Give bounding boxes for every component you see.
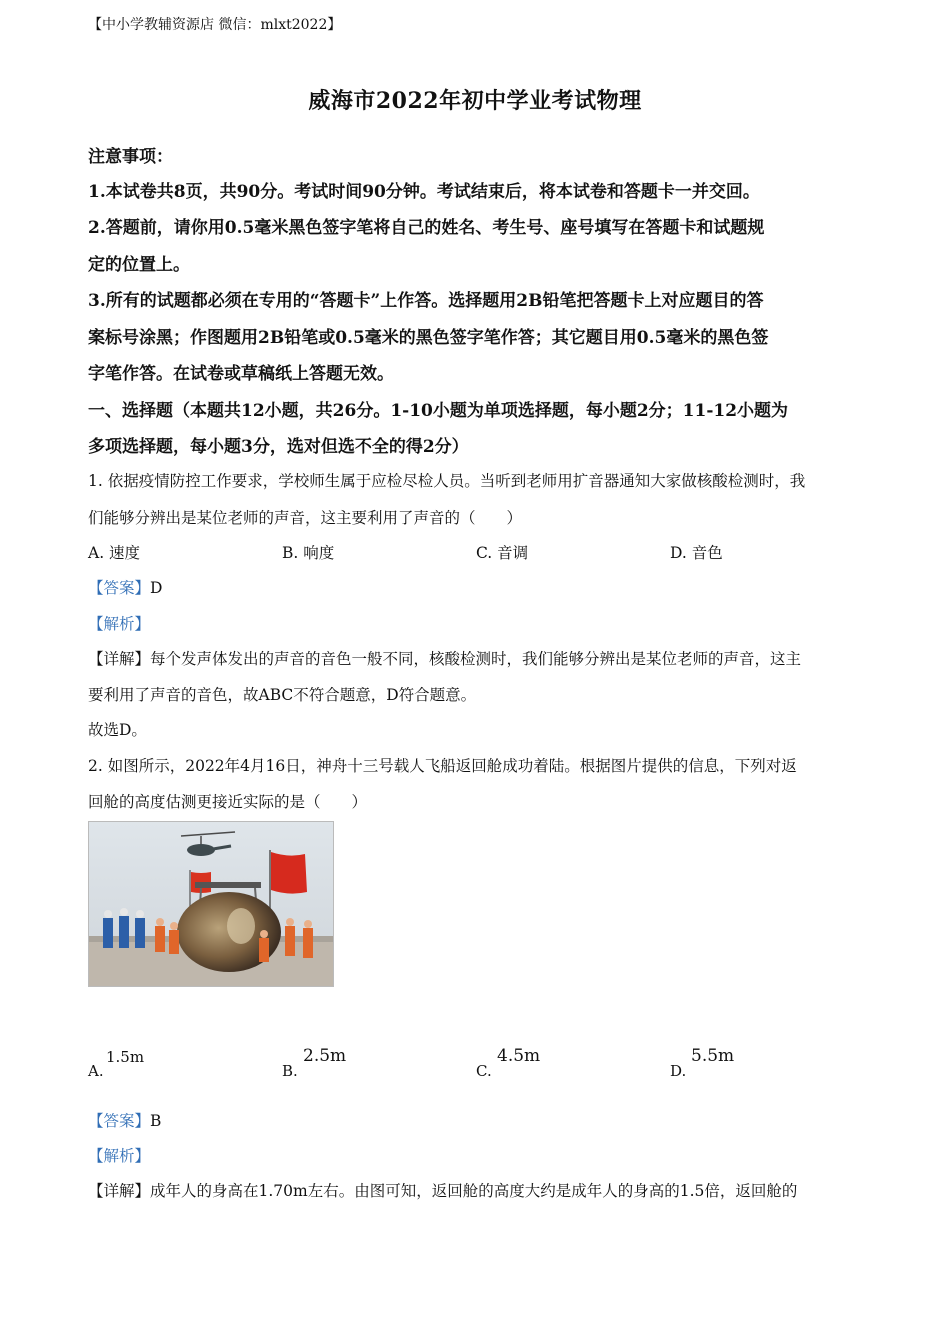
q2-option-d-value: 5.5m: [691, 1046, 735, 1066]
q2-analysis-tag: 【解析】: [88, 1147, 151, 1165]
section-1-heading-line-1: 一、选择题（本题共12小题，共26分。1-10小题为单项选择题，每小题2分；11-12小题为: [88, 401, 789, 421]
detail-text: 每个发声体发出的声音的音色一般不同，核酸检测时，我们能够分辨出是某位老师的声音，这主: [150, 650, 802, 668]
answer-value: D: [150, 579, 163, 597]
q2-stem-line-1: 2. 如图所示，2022年4月16日，神舟十三号载人飞船返回舱成功着陆。根据图片提供的信息，下列对返: [88, 757, 797, 775]
notice-item-1: 1.本试卷共8页，共90分。考试时间90分钟。考试结束后，将本试卷和答题卡一并交回。: [88, 182, 760, 202]
q1-detail-line-1: [88, 647, 801, 669]
q1-stem-line-1: 1. 依据疫情防控工作要求，学校师生属于应检尽检人员。当听到老师用扩音器通知大家做核酸检测时，我: [88, 472, 806, 490]
capsule-landing-photo: [88, 821, 334, 987]
notice-item-2-line-1: 2.答题前，请你用0.5毫米黑色签字笔将自己的姓名、考生号、座号填写在答题卡和试题规: [88, 218, 765, 238]
notice-heading: 注意事项：: [88, 147, 173, 167]
q1-option-a: A. 速度: [88, 544, 141, 562]
q2-answer: [88, 1109, 161, 1131]
answer-value: B: [150, 1112, 162, 1130]
section-1-heading-line-2: 多项选择题，每小题3分，选对但选不全的得2分）: [88, 437, 469, 457]
q1-conclusion: 故选D。: [88, 721, 147, 739]
q2-option-a-value: 1.5m: [106, 1048, 145, 1066]
capsule-landing-illustration: [89, 822, 333, 986]
q2-option-c-value: 4.5m: [497, 1046, 541, 1066]
q2-stem-line-2: 回舱的高度估测更接近实际的是（ ）: [88, 793, 368, 811]
q1-option-c: C. 音调: [476, 544, 529, 562]
q2-option-b-label: B.: [282, 1062, 298, 1080]
q2-option-c-label: C.: [476, 1062, 492, 1080]
q2-option-d-label: D.: [670, 1062, 687, 1080]
q1-option-d: D. 音色: [670, 544, 723, 562]
q2-option-a-label: A.: [88, 1062, 104, 1080]
notice-item-3-line-1: 3.所有的试题都必须在专用的“答题卡”上作答。选择题用2B铅笔把答题卡上对应题目的答: [88, 291, 764, 311]
detail-tag: 【详解】: [88, 1182, 151, 1200]
notice-item-3-line-2: 案标号涂黑；作图题用2B铅笔或0.5毫米的黑色签字笔作答；其它题目用0.5毫米的黑色签: [88, 328, 769, 348]
q2-detail-line-1: [88, 1179, 797, 1201]
detail-tag: 【详解】: [88, 650, 151, 668]
q1-answer: [88, 576, 162, 598]
q1-analysis-tag: 【解析】: [88, 615, 151, 633]
q2-option-b-value: 2.5m: [303, 1046, 347, 1066]
q1-option-b: B. 响度: [282, 544, 335, 562]
page-header: 【中小学教辅资源店 微信：mlxt2022】: [88, 17, 342, 33]
page-title: 威海市2022年初中学业考试物理: [308, 88, 642, 114]
detail-text: 成年人的身高在1.70m左右。由图可知，返回舱的高度大约是成年人的身高的1.5倍，返回舱的: [150, 1182, 798, 1200]
notice-item-3-line-3: 字笔作答。在试卷或草稿纸上答题无效。: [88, 364, 394, 384]
notice-item-2-line-2: 定的位置上。: [88, 255, 190, 275]
q1-stem-line-2: 们能够分辨出是某位老师的声音，这主要利用了声音的（ ）: [88, 509, 523, 527]
q1-detail-line-2: 要利用了声音的音色，故ABC不符合题意，D符合题意。: [88, 686, 477, 704]
answer-tag: 【答案】: [88, 1112, 151, 1130]
answer-tag: 【答案】: [88, 579, 151, 597]
